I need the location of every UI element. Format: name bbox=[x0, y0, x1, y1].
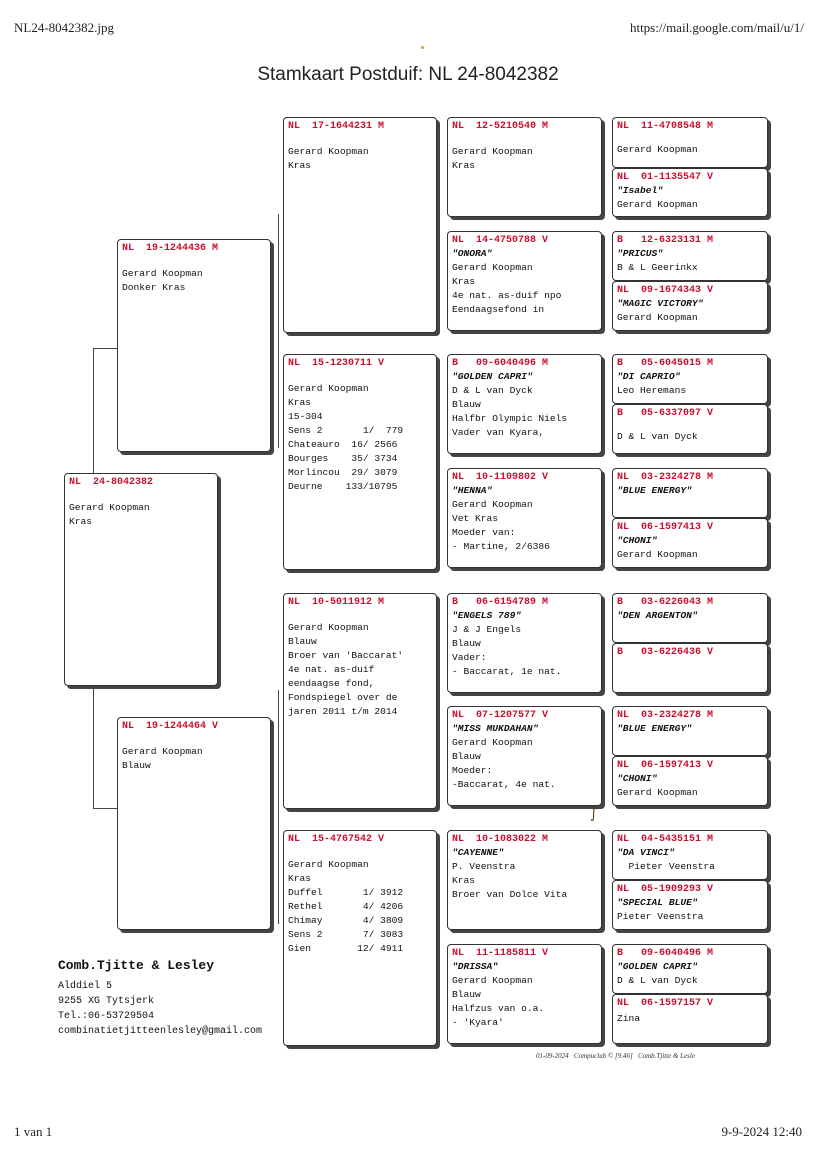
card-line: Blauw bbox=[122, 760, 151, 771]
card-line: Moeder van: bbox=[452, 527, 516, 538]
card-line: Vader van Kyara, bbox=[452, 427, 545, 438]
pen-mark: ∫ bbox=[590, 806, 598, 822]
ring-number: NL 01-1135547 V bbox=[617, 172, 714, 183]
ring-number: NL 11-4708548 M bbox=[617, 121, 714, 132]
pedigree-card-gen4[interactable] bbox=[612, 880, 768, 930]
ring-number: NL 10-5011912 M bbox=[288, 597, 385, 608]
card-line: Chateauro 16/ 2566 bbox=[288, 439, 398, 450]
card-line: - Baccarat, 1e nat. bbox=[452, 666, 562, 677]
pedigree-card-gen3[interactable] bbox=[447, 354, 602, 454]
pedigree-card-gen3[interactable] bbox=[447, 706, 602, 806]
card-line: Kras bbox=[452, 276, 476, 287]
card-line: Kras bbox=[288, 397, 312, 408]
card-line: Chimay 4/ 3809 bbox=[288, 915, 404, 926]
card-line: Broer van Dolce Vita bbox=[452, 889, 568, 900]
card-line: Kras bbox=[69, 516, 93, 527]
card-line: Halfzus van o.a. bbox=[452, 1003, 545, 1014]
ring-number: NL 15-4767542 V bbox=[288, 834, 385, 845]
card-line: Kras bbox=[288, 873, 312, 884]
pigeon-name: "MAGIC VICTORY" bbox=[617, 298, 704, 309]
owner-name: Comb.Tjitte & Lesley bbox=[58, 958, 215, 973]
card-line: Gerard Koopman bbox=[617, 199, 698, 210]
ring-number: NL 06-1597413 V bbox=[617, 760, 714, 771]
pigeon-name: "BLUE ENERGY" bbox=[617, 723, 692, 734]
ring-number: B 03-6226436 V bbox=[617, 647, 714, 658]
ring-number: NL 06-1597157 V bbox=[617, 998, 714, 1009]
connector-line bbox=[93, 348, 118, 349]
pedigree-card-gen4[interactable] bbox=[612, 231, 768, 281]
card-line: Sens 2 1/ 779 bbox=[288, 425, 404, 436]
pedigree-card-gen4[interactable] bbox=[612, 281, 768, 331]
card-line: 4e nat. as-duif bbox=[288, 664, 375, 675]
pigeon-name: "SPECIAL BLUE" bbox=[617, 897, 698, 908]
ring-number: NL 15-1230711 V bbox=[288, 358, 385, 369]
card-line: Vader: bbox=[452, 652, 487, 663]
pigeon-name: "GOLDEN CAPRI" bbox=[617, 961, 698, 972]
card-line: P. Veenstra bbox=[452, 861, 516, 872]
pedigree-card-grandparent[interactable] bbox=[283, 593, 437, 809]
pigeon-name: "Isabel" bbox=[617, 185, 664, 196]
card-line: eendaagse fond, bbox=[288, 678, 375, 689]
card-line: D & L van Dyck bbox=[617, 975, 698, 986]
pedigree-card-gen4[interactable] bbox=[612, 468, 768, 518]
card-line: Vet Kras bbox=[452, 513, 499, 524]
card-line: Blauw bbox=[452, 989, 481, 1000]
stray-mark bbox=[421, 46, 424, 49]
pedigree-card-gen4[interactable] bbox=[612, 830, 768, 880]
file-name: NL24-8042382.jpg bbox=[14, 20, 115, 35]
card-line: Gien 12/ 4911 bbox=[288, 943, 404, 954]
pedigree-card-gen3[interactable] bbox=[447, 593, 602, 693]
pedigree-card-gen3[interactable] bbox=[447, 944, 602, 1044]
card-line: Gerard Koopman bbox=[452, 737, 533, 748]
card-line: Kras bbox=[452, 875, 476, 886]
pedigree-card-gen4[interactable] bbox=[612, 354, 768, 404]
ring-number: NL 24-8042382 bbox=[69, 477, 154, 488]
pedigree-card-grandparent[interactable] bbox=[283, 354, 437, 570]
card-line: Duffel 1/ 3912 bbox=[288, 887, 404, 898]
owner-phone: Tel.:06-53729504 bbox=[58, 1011, 155, 1022]
page-count: 1 van 1 bbox=[14, 1124, 53, 1139]
pigeon-name: "ONORA" bbox=[452, 248, 493, 259]
pedigree-card-gen4[interactable] bbox=[612, 593, 768, 643]
card-line: Gerard Koopman bbox=[288, 622, 369, 633]
card-line: - Martine, 2/6386 bbox=[452, 541, 550, 552]
ring-number: NL 19-1244464 V bbox=[122, 721, 219, 732]
card-line: Moeder: bbox=[452, 765, 493, 776]
ring-number: NL 03-2324278 M bbox=[617, 472, 714, 483]
card-line: Gerard Koopman bbox=[452, 262, 533, 273]
card-line: Fondspiegel over de bbox=[288, 692, 398, 703]
print-datetime: 9-9-2024 12:40 bbox=[721, 1124, 802, 1139]
card-line: Halfbr Olympic Niels bbox=[452, 413, 568, 424]
card-line: Gerard Koopman bbox=[452, 146, 533, 157]
ring-number: NL 07-1207577 V bbox=[452, 710, 549, 721]
pedigree-card-gen4[interactable] bbox=[612, 117, 768, 168]
card-line: Pieter Veenstra bbox=[617, 861, 715, 872]
card-line: Sens 2 7/ 3083 bbox=[288, 929, 404, 940]
ring-number: NL 12-5210540 M bbox=[452, 121, 549, 132]
pigeon-name: "MISS MUKDAHAN" bbox=[452, 723, 539, 734]
connector-line bbox=[278, 214, 279, 448]
card-line: Gerard Koopman bbox=[617, 312, 698, 323]
ring-number: NL 09-1674343 V bbox=[617, 285, 714, 296]
ring-number: NL 06-1597413 V bbox=[617, 522, 714, 533]
ring-number: B 05-6045015 M bbox=[617, 358, 714, 369]
pedigree-card-gen3[interactable] bbox=[447, 117, 602, 217]
card-line: Gerard Koopman bbox=[288, 383, 369, 394]
ring-number: B 03-6226043 M bbox=[617, 597, 714, 608]
card-line: Kras bbox=[452, 160, 476, 171]
pigeon-name: "HENNA" bbox=[452, 485, 493, 496]
pedigree-card-father[interactable] bbox=[117, 239, 271, 452]
pedigree-card-grandparent[interactable] bbox=[283, 117, 437, 333]
card-line: 15-304 bbox=[288, 411, 323, 422]
pigeon-name: "PRICUS" bbox=[617, 248, 664, 259]
ring-number: B 05-6337097 V bbox=[617, 408, 714, 419]
pedigree-card-gen3[interactable] bbox=[447, 231, 602, 331]
connector-line bbox=[93, 808, 118, 809]
page-url[interactable]: https://mail.google.com/mail/u/1/ bbox=[629, 20, 804, 35]
pigeon-name: "DI CAPRIO" bbox=[617, 371, 681, 382]
card-line: Kras bbox=[288, 160, 312, 171]
pedigree-card-gen4[interactable] bbox=[612, 168, 768, 217]
ring-number: B 09-6040496 M bbox=[452, 358, 549, 369]
ring-number: NL 11-1185811 V bbox=[452, 948, 549, 959]
ring-number: NL 19-1244436 M bbox=[122, 243, 219, 254]
card-line: Gerard Koopman bbox=[288, 859, 369, 870]
card-line: Zina bbox=[617, 1013, 641, 1024]
card-line: Gerard Koopman bbox=[122, 268, 203, 279]
pedigree-card-gen4[interactable] bbox=[612, 994, 768, 1044]
card-line: Rethel 4/ 4206 bbox=[288, 901, 404, 912]
card-line: Blauw bbox=[452, 638, 481, 649]
owner-city: 9255 XG Tytsjerk bbox=[58, 996, 155, 1007]
ring-number: NL 10-1109802 V bbox=[452, 472, 549, 483]
print-footer: 01-09-2024 Compuclub © [9.46] Comb.Tjitte & Lesle bbox=[536, 1052, 695, 1060]
card-line bbox=[617, 420, 763, 430]
card-line: Morlincou 29/ 3079 bbox=[288, 467, 398, 478]
card-line: Gerard Koopman bbox=[122, 746, 203, 757]
card-line: Deurne 133/10795 bbox=[288, 481, 398, 492]
card-line: Blauw bbox=[452, 399, 481, 410]
card-line: - 'Kyara' bbox=[452, 1017, 504, 1028]
card-line: Blauw bbox=[288, 636, 317, 647]
pigeon-name: "CHONI" bbox=[617, 773, 658, 784]
ring-number: NL 17-1644231 M bbox=[288, 121, 385, 132]
owner-address: Alddiel 5 bbox=[58, 981, 113, 992]
card-line: Gerard Koopman bbox=[617, 549, 698, 560]
card-line: Eendaagsefond in bbox=[452, 304, 545, 315]
ring-number: NL 10-1083022 M bbox=[452, 834, 549, 845]
pigeon-name: "ENGELS 789" bbox=[452, 610, 522, 621]
card-line: Blauw bbox=[452, 751, 481, 762]
ring-number: NL 14-4750788 V bbox=[452, 235, 549, 246]
card-line: Donker Kras bbox=[122, 282, 186, 293]
page-title: Stamkaart Postduif: NL 24-8042382 bbox=[257, 64, 559, 85]
pedigree-card-gen3[interactable] bbox=[447, 830, 602, 930]
ring-number: NL 03-2324278 M bbox=[617, 710, 714, 721]
card-line: Gerard Koopman bbox=[452, 975, 533, 986]
pedigree-card-gen4[interactable] bbox=[612, 643, 768, 693]
ring-number: B 12-6323131 M bbox=[617, 235, 714, 246]
card-line: J & J Engels bbox=[452, 624, 522, 635]
pigeon-name: "DEN ARGENTON" bbox=[617, 610, 698, 621]
card-line: D & L van Dyck bbox=[452, 385, 533, 396]
card-line: Gerard Koopman bbox=[69, 502, 150, 513]
card-line: Pieter Veenstra bbox=[617, 911, 704, 922]
pigeon-name: "CAYENNE" bbox=[452, 847, 504, 858]
pedigree-card-gen4[interactable] bbox=[612, 756, 768, 806]
card-line: Gerard Koopman bbox=[452, 499, 533, 510]
pedigree-card-grandparent[interactable] bbox=[283, 830, 437, 1046]
pedigree-card-gen4[interactable] bbox=[612, 706, 768, 756]
pigeon-name: "DA VINCI" bbox=[617, 847, 675, 858]
card-line: B & L Geerinkx bbox=[617, 262, 698, 273]
card-line: -Baccarat, 4e nat. bbox=[452, 779, 556, 790]
pigeon-name: "CHONI" bbox=[617, 535, 658, 546]
owner-email[interactable]: combinatietjitteenlesley@gmail.com bbox=[58, 1026, 263, 1037]
card-line: Bourges 35/ 3734 bbox=[288, 453, 398, 464]
pedigree-card-gen3[interactable] bbox=[447, 468, 602, 568]
pedigree-card-gen4[interactable] bbox=[612, 404, 768, 454]
pedigree-card-mother[interactable] bbox=[117, 717, 271, 930]
card-line: Gerard Koopman bbox=[617, 787, 698, 798]
ring-number: NL 04-5435151 M bbox=[617, 834, 714, 845]
card-line: Leo Heremans bbox=[617, 385, 687, 396]
card-line: Broer van 'Baccarat' bbox=[288, 650, 404, 661]
ring-number: B 06-6154789 M bbox=[452, 597, 549, 608]
card-line: 4e nat. as-duif npo bbox=[452, 290, 562, 301]
pigeon-name: "BLUE ENERGY" bbox=[617, 485, 692, 496]
card-line: D & L van Dyck bbox=[617, 431, 698, 442]
pigeon-name: "GOLDEN CAPRI" bbox=[452, 371, 533, 382]
pedigree-card-subject[interactable] bbox=[64, 473, 218, 686]
pedigree-card-gen4[interactable] bbox=[612, 518, 768, 568]
card-line: Gerard Koopman bbox=[617, 144, 698, 155]
ring-number: B 09-6040496 M bbox=[617, 948, 714, 959]
ring-number: NL 05-1909293 V bbox=[617, 884, 714, 895]
connector-line bbox=[278, 690, 279, 924]
card-line: jaren 2011 t/m 2014 bbox=[288, 706, 398, 717]
card-line: Gerard Koopman bbox=[288, 146, 369, 157]
pedigree-card-gen4[interactable] bbox=[612, 944, 768, 994]
pigeon-name: "DRISSA" bbox=[452, 961, 499, 972]
owner-block bbox=[58, 958, 262, 1039]
